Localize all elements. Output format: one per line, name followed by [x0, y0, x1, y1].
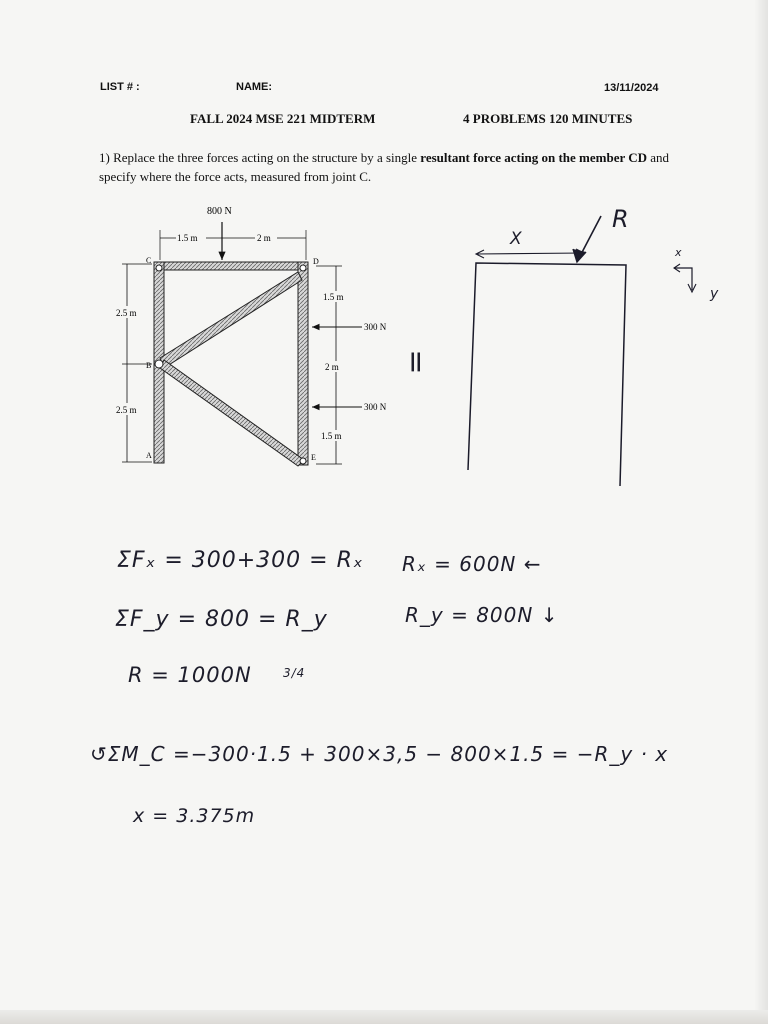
- truss-figure: [100, 195, 410, 485]
- rx-result: Rₓ = 600N ←: [402, 552, 542, 576]
- force-800-label: 800 N: [207, 206, 232, 217]
- problem-statement: [99, 148, 689, 186]
- axis-x-label: x: [675, 246, 683, 259]
- equivalence-sign: =: [398, 349, 434, 376]
- sum-fx-equation: ΣFₓ = 300+300 = Rₓ: [117, 548, 364, 573]
- force-300-bottom-label: 300 N: [364, 402, 387, 412]
- problem-text-start: Replace the three forces acting on the structure by a single: [113, 150, 421, 165]
- r-magnitude: R = 1000N: [128, 663, 252, 687]
- joint-c: C: [146, 256, 152, 265]
- page-bottom-edge: [0, 1010, 768, 1024]
- joint-d: D: [313, 257, 319, 266]
- dim-top-left: 1.5 m: [177, 233, 198, 243]
- exam-meta: 4 PROBLEMS 120 MINUTES: [463, 111, 633, 126]
- course-title: FALL 2024 MSE 221 MIDTERM: [190, 111, 376, 126]
- slope-ratio: 3/4: [283, 666, 306, 680]
- problem-text-end: and specify where the force acts, measured from joint C.: [99, 150, 670, 184]
- x-result: x = 3.375m: [133, 805, 256, 827]
- list-number-label: LIST # :: [100, 81, 140, 93]
- frame-sketch: [468, 263, 626, 486]
- x-distance-label: X: [510, 229, 523, 249]
- dim-right-2: 2 m: [325, 362, 339, 372]
- sum-fy-equation: ΣF_y = 800 = R_y: [115, 607, 328, 632]
- equivalent-sketch: [460, 200, 730, 495]
- truss-members: [154, 262, 308, 466]
- dim-right-1: 1.5 m: [323, 292, 344, 302]
- joint-e: E: [311, 453, 316, 462]
- name-label: NAME:: [236, 81, 273, 93]
- dim-top-right: 2 m: [257, 233, 271, 243]
- joint-b: B: [146, 361, 152, 370]
- joint-a: A: [146, 451, 152, 460]
- page-shadow: [754, 0, 768, 1024]
- exam-date: 13/11/2024: [604, 82, 659, 94]
- resultant-label: R: [612, 205, 630, 233]
- dim-left-top: 2.5 m: [116, 308, 137, 318]
- moment-equation: ↺ΣM_C =−300·1.5 + 300×3,5 − 800×1.5 = −R_y · x: [90, 742, 669, 766]
- dim-right-3: 1.5 m: [321, 431, 342, 441]
- dim-left-bottom: 2.5 m: [116, 405, 137, 415]
- problem-number: 1): [99, 150, 110, 165]
- force-300-top-label: 300 N: [364, 322, 387, 332]
- problem-text-bold: resultant force acting on the member CD: [420, 150, 648, 165]
- ry-result: R_y = 800N ↓: [405, 603, 559, 627]
- axis-y-label: y: [710, 286, 720, 302]
